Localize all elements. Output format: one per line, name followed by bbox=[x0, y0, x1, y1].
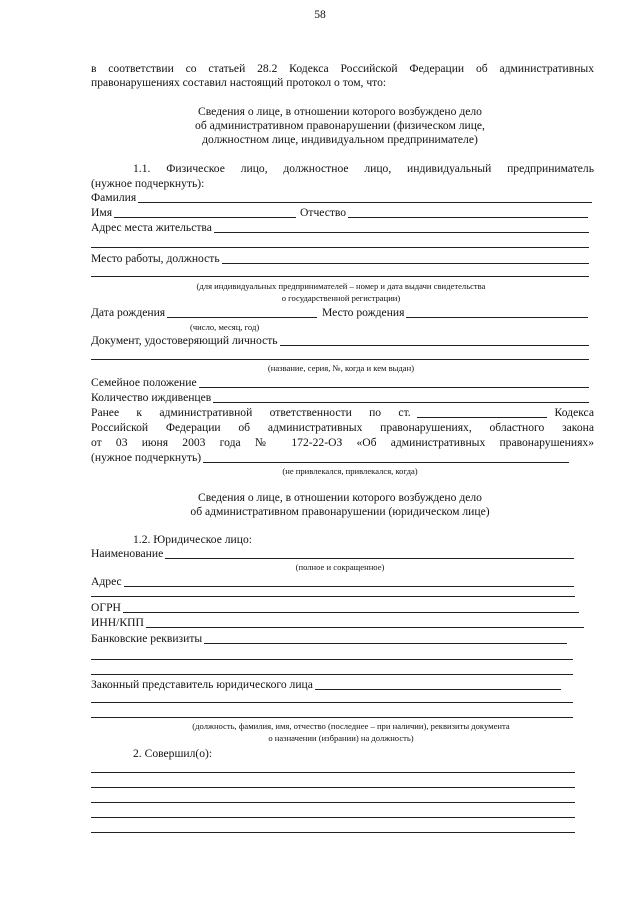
org-name-label: Наименование bbox=[91, 547, 164, 560]
prev-result-field[interactable] bbox=[91, 451, 571, 465]
document-label: Документ, удостоверяющий личность bbox=[91, 334, 278, 347]
item-1-2: 1.2. Юридическое лицо: bbox=[133, 533, 252, 546]
org-name-field[interactable] bbox=[91, 547, 576, 561]
committed-line-4[interactable] bbox=[91, 817, 575, 818]
section1-heading-line-3: должностном лице, индивидуальном предпринимателе) bbox=[202, 133, 478, 146]
surname-field[interactable] bbox=[91, 191, 594, 205]
bank-extra-line-2[interactable] bbox=[91, 674, 573, 675]
item-2: 2. Совершил(о): bbox=[133, 747, 213, 760]
family-label: Семейное положение bbox=[91, 376, 197, 389]
section1-heading-line-1: Сведения о лице, в отношении которого возбуждено дело bbox=[198, 105, 482, 118]
item-1-1-line-1: 1.1. Физическое лицо, должностное лицо, индивидуальный предприниматель bbox=[133, 162, 594, 175]
document-field[interactable] bbox=[91, 334, 591, 348]
patronymic-label: Отчество bbox=[300, 206, 347, 219]
committed-line-3[interactable] bbox=[91, 802, 575, 803]
note-rep-line-2: о назначении (избрании) на должность) bbox=[268, 733, 414, 743]
ogrn-field[interactable] bbox=[91, 601, 581, 615]
family-field[interactable] bbox=[91, 376, 591, 390]
note-name: (полное и сокращенное) bbox=[295, 562, 385, 572]
address-field[interactable] bbox=[91, 221, 591, 235]
note-rep-line-1: (должность, фамилия, имя, отчество (последнее – при наличии), реквизиты документа bbox=[192, 721, 510, 731]
address-extra-line[interactable] bbox=[91, 247, 589, 248]
note-ip-line-1: (для индивидуальных предпринимателей – номер и дата выдачи свидетельства bbox=[196, 281, 486, 291]
committed-line-1[interactable] bbox=[91, 772, 575, 773]
org-address-label: Адрес bbox=[91, 575, 122, 588]
prev-line-3: от 03 июня 2003 года № 172-22-ОЗ «Об административных правонарушениях» bbox=[91, 436, 594, 449]
note-prev: (не привлекался, привлекался, когда) bbox=[282, 466, 418, 476]
dependents-field[interactable] bbox=[91, 391, 591, 405]
prev-line-1b: Кодекса bbox=[554, 406, 594, 419]
birth-place-label: Место рождения bbox=[322, 306, 405, 319]
item-1-1-line-2: (нужное подчеркнуть): bbox=[91, 177, 205, 190]
bank-extra-line-1[interactable] bbox=[91, 659, 573, 660]
section2-heading-line-1: Сведения о лице, в отношении которого возбуждено дело bbox=[198, 491, 482, 504]
section1-heading-line-2: об административном правонарушении (физическом лице, bbox=[195, 119, 485, 132]
committed-line-2[interactable] bbox=[91, 787, 575, 788]
name-label: Имя bbox=[91, 206, 113, 219]
prev-line-4: (нужное подчеркнуть) bbox=[91, 451, 202, 464]
birth-date-label: Дата рождения bbox=[91, 306, 166, 319]
bank-label: Банковские реквизиты bbox=[91, 632, 203, 645]
workplace-extra-line[interactable] bbox=[91, 276, 589, 277]
legal-rep-extra-line-1[interactable] bbox=[91, 702, 573, 703]
birth-date-field[interactable] bbox=[91, 306, 319, 320]
dependents-label: Количество иждивенцев bbox=[91, 391, 212, 404]
inn-field[interactable] bbox=[91, 616, 586, 630]
workplace-field[interactable] bbox=[91, 252, 591, 266]
bank-field[interactable] bbox=[91, 632, 569, 646]
prev-article-row bbox=[91, 406, 594, 420]
legal-rep-field[interactable] bbox=[91, 678, 563, 692]
note-date: (число, месяц, год) bbox=[190, 322, 260, 332]
address-label: Адрес места жительства bbox=[91, 221, 212, 234]
name-field[interactable] bbox=[91, 206, 298, 220]
note-ip-line-2: о государственной регистрации) bbox=[281, 293, 401, 303]
org-address-extra-line[interactable] bbox=[91, 596, 575, 597]
committed-line-5[interactable] bbox=[91, 832, 575, 833]
intro-line-1: в соответствии со статьей 28.2 Кодекса Российской Федерации об административных bbox=[91, 62, 594, 75]
prev-line-2: Российской Федерации об административных правонарушениях, областного закона bbox=[91, 421, 594, 434]
workplace-label: Место работы, должность bbox=[91, 252, 220, 265]
intro-line-2: правонарушениях составил настоящий протокол о том, что: bbox=[91, 76, 387, 89]
org-address-field[interactable] bbox=[91, 575, 576, 589]
ogrn-label: ОГРН bbox=[91, 601, 121, 614]
note-doc: (название, серия, №, когда и кем выдан) bbox=[267, 363, 415, 373]
page-number: 58 bbox=[314, 8, 326, 21]
prev-line-1a: Ранее к административной ответственности по ст. bbox=[91, 406, 411, 419]
patronymic-field[interactable] bbox=[300, 206, 590, 220]
surname-label: Фамилия bbox=[91, 191, 137, 204]
document-extra-line[interactable] bbox=[91, 359, 589, 360]
legal-rep-label: Законный представитель юридического лица bbox=[91, 678, 313, 691]
legal-rep-extra-line-2[interactable] bbox=[91, 717, 573, 718]
prev-article-input[interactable] bbox=[417, 406, 547, 418]
section2-heading-line-2: об административном правонарушении (юридическом лице) bbox=[190, 505, 490, 518]
birth-place-field[interactable] bbox=[322, 306, 590, 320]
inn-label: ИНН/КПП bbox=[91, 616, 144, 629]
